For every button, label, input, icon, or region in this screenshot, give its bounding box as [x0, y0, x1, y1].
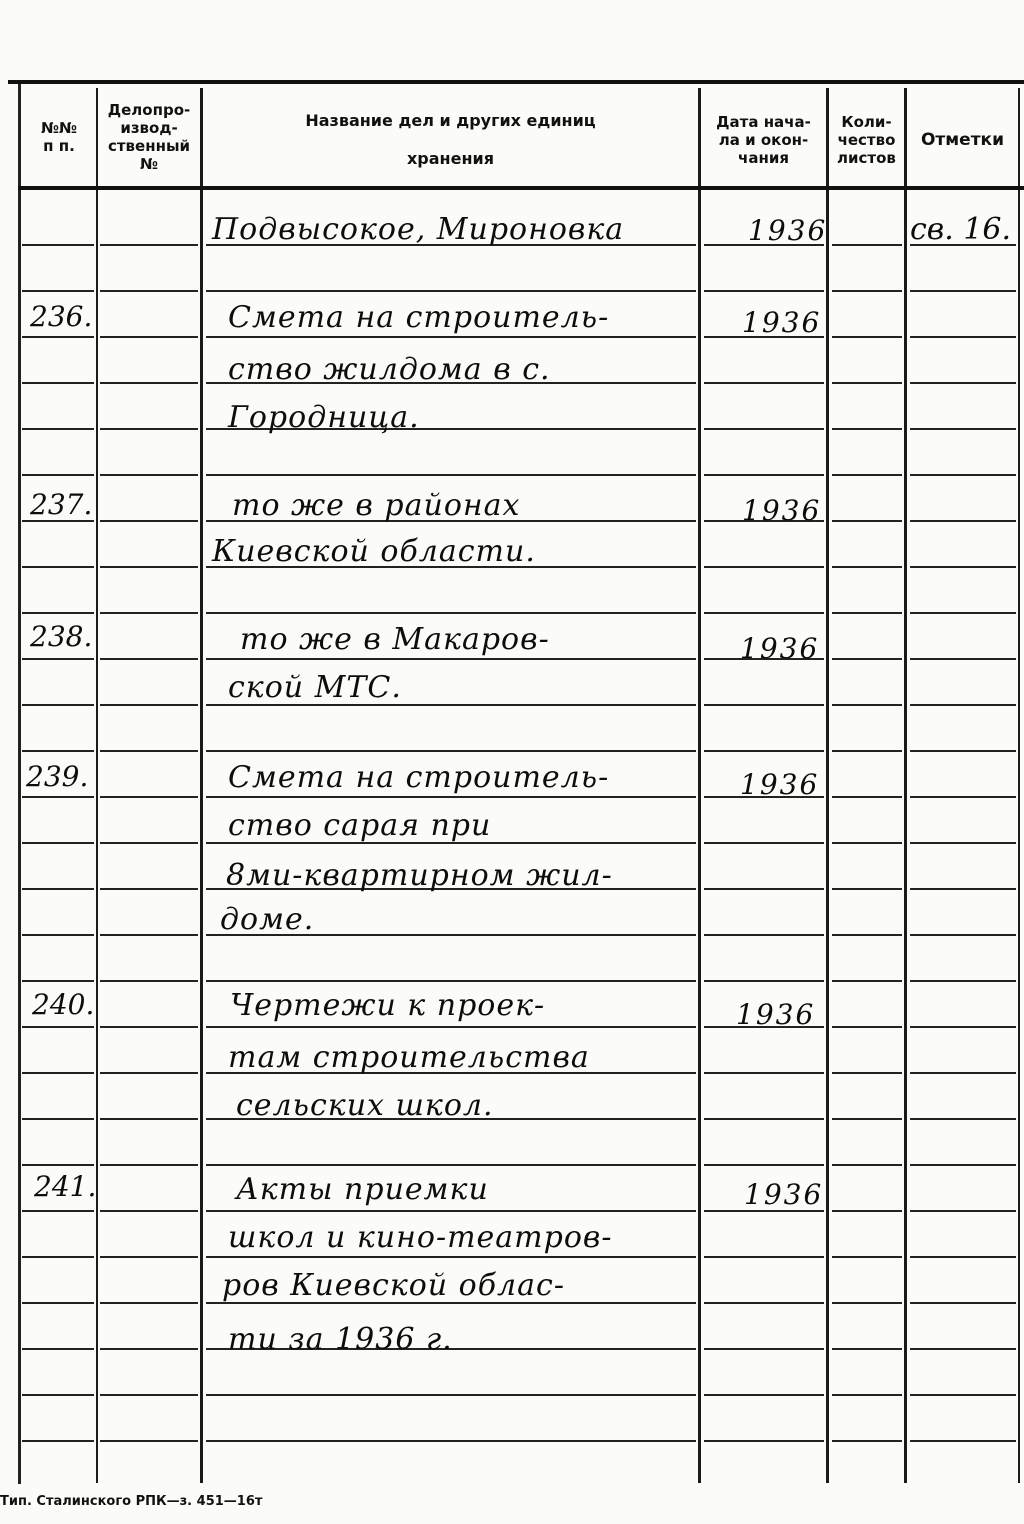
- printer-imprint: Тип. Сталинского РПК—з. 451—16т: [0, 1494, 263, 1509]
- ruled-line: [832, 704, 902, 706]
- ruled-line: [100, 566, 198, 568]
- entry-title-line: Городница.: [228, 400, 420, 435]
- ruled-line: [832, 428, 902, 430]
- entry-title-line: ров Киевской облас-: [222, 1268, 565, 1303]
- ruled-line: [22, 244, 94, 246]
- ruled-line: [704, 888, 824, 890]
- ruled-line: [100, 1440, 198, 1442]
- ruled-line: [100, 842, 198, 844]
- ruled-line: [22, 980, 94, 982]
- column-divider-5: [904, 88, 907, 1483]
- ruled-line: [100, 1256, 198, 1258]
- ruled-line: [100, 658, 198, 660]
- ruled-line: [832, 888, 902, 890]
- ruled-line: [206, 474, 696, 476]
- ruled-line: [832, 1026, 902, 1028]
- ruled-line: [910, 1256, 1016, 1258]
- ruled-line: [22, 1394, 94, 1396]
- entry-date: 1936: [740, 632, 820, 665]
- ruled-line: [206, 612, 696, 614]
- ruled-line: [910, 428, 1016, 430]
- ruled-line: [910, 796, 1016, 798]
- ruled-line: [22, 1302, 94, 1304]
- ruled-line: [22, 796, 94, 798]
- ruled-line: [100, 796, 198, 798]
- header-dates: Дата нача- ла и окон- чания: [716, 113, 811, 167]
- column-divider-4: [826, 88, 829, 1483]
- entry-title-line: школ и кино-театров-: [228, 1220, 613, 1255]
- ruled-line: [910, 934, 1016, 936]
- ruled-line: [910, 1348, 1016, 1350]
- header-number: №№ п п.: [40, 119, 78, 155]
- ruled-line: [206, 750, 696, 752]
- ruled-line: [832, 658, 902, 660]
- ruled-line: [832, 1440, 902, 1442]
- ruled-line: [910, 336, 1016, 338]
- ruled-line: [704, 842, 824, 844]
- ruled-line: [910, 1026, 1016, 1028]
- ruled-line: [100, 1348, 198, 1350]
- ruled-line: [910, 1302, 1016, 1304]
- entry-number: 241.: [34, 1170, 97, 1203]
- ruled-line: [910, 704, 1016, 706]
- ruled-line: [704, 1348, 824, 1350]
- ruled-line: [100, 382, 198, 384]
- ruled-line: [704, 980, 824, 982]
- ruled-line: [704, 612, 824, 614]
- header-notes: Отметки: [920, 130, 1005, 150]
- entry-date: 1936: [736, 998, 816, 1031]
- table-left-border: [18, 84, 21, 1484]
- ruled-line: [100, 704, 198, 706]
- entry-title-line: ство жилдома в с.: [228, 352, 551, 387]
- ruled-line: [100, 428, 198, 430]
- ruled-line: [832, 1394, 902, 1396]
- ruled-line: [22, 336, 94, 338]
- ruled-line: [832, 290, 902, 292]
- ruled-line: [22, 1026, 94, 1028]
- ruled-line: [22, 566, 94, 568]
- ruled-line: [206, 290, 696, 292]
- header-sheets: Коли- чество листов: [837, 113, 896, 167]
- ruled-line: [832, 980, 902, 982]
- ruled-line: [832, 474, 902, 476]
- ruled-line: [910, 1440, 1016, 1442]
- entry-date: 1936: [748, 214, 828, 247]
- entry-title-line: то же в районах: [232, 488, 521, 523]
- ruled-line: [22, 934, 94, 936]
- ruled-line: [910, 1118, 1016, 1120]
- column-divider-1: [96, 88, 98, 1483]
- entry-date: 1936: [742, 306, 822, 339]
- ruled-line: [910, 382, 1016, 384]
- ruled-line: [704, 750, 824, 752]
- entry-title-line: Подвысокое, Мироновка: [212, 212, 625, 247]
- ruled-line: [832, 750, 902, 752]
- header-title: Название дел и других единиц хранения: [305, 111, 596, 168]
- entry-date: 1936: [740, 768, 820, 801]
- ruled-line: [100, 980, 198, 982]
- header-bottom-border: [18, 186, 1024, 190]
- header-office-number: Делопро- извод- ственный №: [107, 101, 191, 173]
- entry-title-line: 8ми-квартирном жил-: [226, 858, 613, 893]
- ruled-line: [910, 658, 1016, 660]
- ruled-line: [704, 1394, 824, 1396]
- ruled-line: [704, 1164, 824, 1166]
- ruled-line: [910, 750, 1016, 752]
- ruled-line: [100, 336, 198, 338]
- column-divider-3: [698, 88, 701, 1483]
- entry-date: 1936: [742, 494, 822, 527]
- ruled-line: [100, 1118, 198, 1120]
- ruled-line: [704, 1440, 824, 1442]
- entry-title-line: сельских школ.: [236, 1088, 494, 1123]
- ruled-line: [22, 888, 94, 890]
- ruled-line: [100, 1026, 198, 1028]
- entry-title-line: ской МТС.: [228, 670, 402, 705]
- entry-title-line: Смета на строитель-: [228, 300, 610, 335]
- entry-title-line: доме.: [220, 902, 315, 937]
- entry-title-line: там строительства: [228, 1040, 590, 1075]
- ruled-line: [910, 1072, 1016, 1074]
- ruled-line: [832, 612, 902, 614]
- ruled-line: [100, 1210, 198, 1212]
- ruled-line: [832, 244, 902, 246]
- ruled-line: [704, 1072, 824, 1074]
- ruled-line: [704, 474, 824, 476]
- ruled-line: [22, 1210, 94, 1212]
- ruled-line: [910, 1164, 1016, 1166]
- ruled-line: [100, 750, 198, 752]
- ruled-line: [206, 336, 696, 338]
- entry-number: 239.: [26, 760, 89, 793]
- ruled-line: [910, 612, 1016, 614]
- entry-title-line: Киевской области.: [212, 534, 536, 569]
- ruled-line: [704, 428, 824, 430]
- ruled-line: [100, 244, 198, 246]
- ruled-line: [832, 336, 902, 338]
- column-divider-2: [200, 88, 203, 1483]
- ruled-line: [832, 520, 902, 522]
- ruled-line: [832, 796, 902, 798]
- ruled-line: [704, 1302, 824, 1304]
- ruled-line: [206, 1256, 696, 1258]
- ruled-line: [206, 1026, 696, 1028]
- ruled-line: [22, 658, 94, 660]
- ruled-line: [832, 1210, 902, 1212]
- table-top-border: [8, 80, 1024, 84]
- ruled-line: [832, 1118, 902, 1120]
- ruled-line: [704, 934, 824, 936]
- ruled-line: [100, 1302, 198, 1304]
- ruled-line: [832, 1302, 902, 1304]
- entry-title-line: Смета на строитель-: [228, 760, 610, 795]
- ruled-line: [910, 474, 1016, 476]
- ruled-line: [22, 382, 94, 384]
- ruled-line: [100, 888, 198, 890]
- ruled-line: [910, 980, 1016, 982]
- ruled-line: [832, 566, 902, 568]
- ruled-line: [22, 612, 94, 614]
- ruled-line: [910, 888, 1016, 890]
- ruled-line: [832, 1348, 902, 1350]
- ruled-line: [206, 1210, 696, 1212]
- ruled-line: [704, 704, 824, 706]
- ruled-line: [206, 1164, 696, 1166]
- ruled-line: [704, 382, 824, 384]
- column-divider-6: [1018, 88, 1020, 1483]
- ruled-line: [22, 428, 94, 430]
- ruled-line: [206, 1440, 696, 1442]
- ruled-line: [100, 474, 198, 476]
- ruled-line: [832, 1256, 902, 1258]
- ruled-line: [22, 1072, 94, 1074]
- ruled-line: [206, 658, 696, 660]
- ruled-line: [22, 1164, 94, 1166]
- ruled-line: [22, 704, 94, 706]
- entry-title-line: Акты приемки: [236, 1172, 489, 1207]
- ruled-line: [832, 934, 902, 936]
- ruled-line: [100, 1072, 198, 1074]
- entry-date: 1936: [744, 1178, 824, 1211]
- ruled-line: [910, 566, 1016, 568]
- ruled-line: [704, 566, 824, 568]
- ruled-line: [22, 474, 94, 476]
- ruled-line: [832, 842, 902, 844]
- ruled-line: [100, 1394, 198, 1396]
- ruled-line: [100, 612, 198, 614]
- ruled-line: [100, 934, 198, 936]
- ruled-line: [22, 1440, 94, 1442]
- entry-number: 236.: [30, 300, 93, 333]
- ruled-line: [100, 520, 198, 522]
- entry-number: 237.: [30, 488, 93, 521]
- ruled-line: [22, 842, 94, 844]
- entry-note: св. 16.: [910, 212, 1012, 247]
- ruled-line: [100, 290, 198, 292]
- ruled-line: [22, 1118, 94, 1120]
- ruled-line: [704, 1118, 824, 1120]
- entry-number: 240.: [32, 988, 95, 1021]
- ruled-line: [910, 520, 1016, 522]
- ruled-line: [22, 1348, 94, 1350]
- entry-title-line: ство сарая при: [228, 808, 492, 843]
- ruled-line: [704, 290, 824, 292]
- entry-number: 238.: [30, 620, 93, 653]
- ruled-line: [832, 1164, 902, 1166]
- ruled-line: [22, 1256, 94, 1258]
- entry-title-line: Чертежи к проек-: [230, 988, 546, 1023]
- entry-title-line: то же в Макаров-: [240, 622, 550, 657]
- ruled-line: [22, 750, 94, 752]
- ruled-line: [910, 1394, 1016, 1396]
- ruled-line: [910, 290, 1016, 292]
- ruled-line: [206, 1394, 696, 1396]
- ruled-line: [832, 1072, 902, 1074]
- ruled-line: [832, 382, 902, 384]
- ruled-line: [22, 290, 94, 292]
- ruled-line: [704, 1256, 824, 1258]
- ruled-line: [910, 842, 1016, 844]
- ruled-line: [206, 796, 696, 798]
- ruled-line: [910, 1210, 1016, 1212]
- ruled-line: [100, 1164, 198, 1166]
- entry-title-line: ти за 1936 г.: [228, 1322, 453, 1357]
- ruled-line: [206, 980, 696, 982]
